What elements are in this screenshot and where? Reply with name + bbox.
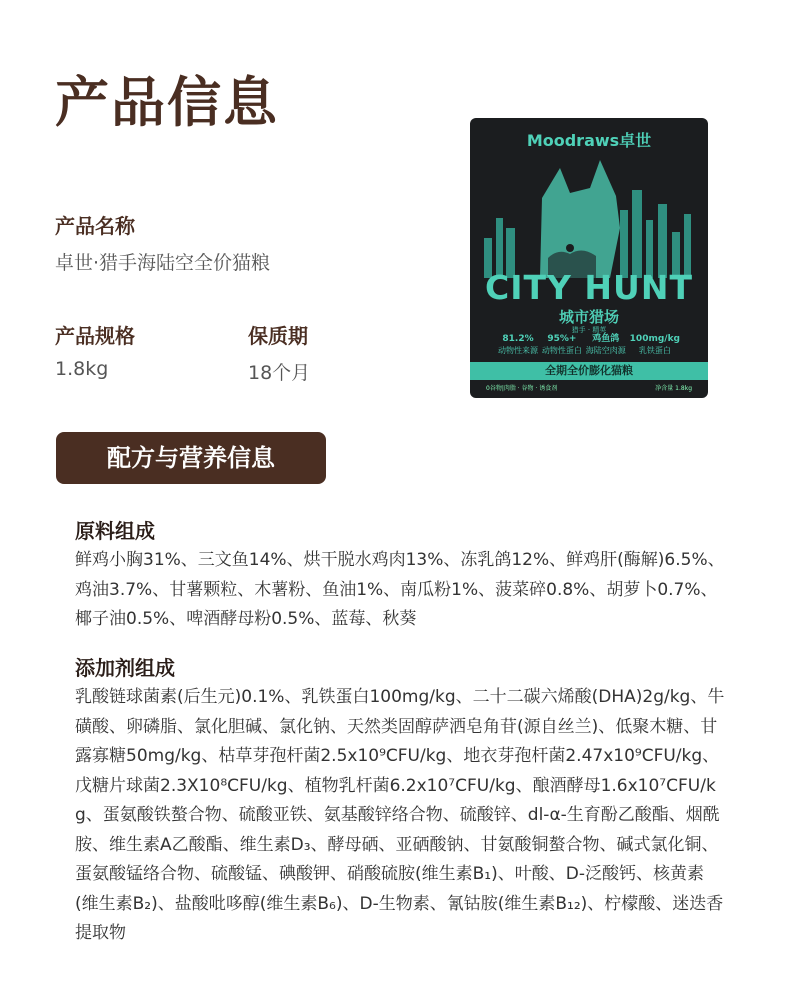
product-footer: 0谷物|肉脂 · 谷物 · 诱食剂 净含量 1.8kg xyxy=(486,385,692,392)
stat-meat-source: 鸡鱼鸽 海陆空肉源 xyxy=(585,334,626,355)
additives-heading: 添加剂组成 xyxy=(75,656,175,680)
product-name-value: 卓世·猎手海陆空全价猫粮 xyxy=(55,252,271,274)
page-title: 产品信息 xyxy=(55,71,279,134)
stat-animal-protein: 95%+ 动物性蛋白 xyxy=(541,334,582,355)
shelf-life-value: 18个月 xyxy=(248,362,311,384)
product-tagline: 猎手 · 精英 xyxy=(571,326,607,334)
stat-animal-source: 81.2% 动物性来源 xyxy=(498,334,538,355)
section-title: 配方与营养信息 xyxy=(56,432,326,484)
product-type-band: 全期全价膨化猫粮 xyxy=(470,362,708,380)
additives-text: 乳酸链球菌素(后生元)0.1%、乳铁蛋白100mg/kg、二十二碳六烯酸(DHA)2g/kg、牛磺酸、卵磷脂、氯化胆碱、氯化钠、天然类固醇萨洒皂角苷(源自丝兰)、低聚木糖、甘露寡糖50mg/kg、枯草芽孢杆菌2.5x10⁹CFU/kg、地衣芽孢杆菌2.47x10⁹CFU/kg、戊糖片球菌2.3X10⁸CFU/kg、植物乳杆菌6.2x10⁷CFU/kg、酿酒酵母1.6x10⁷CFU/kg、蛋氨酸铁螯合物、硫酸亚铁、氨基酸锌络合物、硫酸锌、dl-α-生育酚乙酸酯、烟酰胺、维生素A乙酸酯、维生素D₃、酵母硒、亚硒酸钠、甘氨酸铜螯合物、碱式氯化铜、蛋氨酸锰络合物、硫酸锰、碘酸钾、硝酸硫胺(维生素B₁)、叶酸、D-泛酸钙、核黄素(维生素B₂)、盐酸吡哆醇(维生素B₆)、D-生物素、氰钴胺(维生素B₁₂)、柠檬酸、迷迭香提取物 xyxy=(75,687,725,943)
shelf-life-label: 保质期 xyxy=(248,324,308,348)
ingredients-text: 鲜鸡小胸31%、三文鱼14%、烘干脱水鸡肉13%、冻乳鸽12%、鲜鸡肝(酶解)6.5%、鸡油3.7%、甘薯颗粒、木薯粉、鱼油1%、南瓜粉1%、菠菜碎0.8%、胡萝卜0.7%、椰子油0.5%、啤酒酵母粉0.5%、蓝莓、秋葵 xyxy=(75,550,725,629)
spec-value: 1.8kg xyxy=(55,358,109,380)
spec-label: 产品规格 xyxy=(55,324,135,348)
product-brand-subtitle: 城市猎场 xyxy=(558,308,619,326)
product-brand-title: CITY HUNT xyxy=(485,268,693,307)
stat-lactoferrin: 100mg/kg 乳铁蛋白 xyxy=(629,334,680,355)
product-name-label: 产品名称 xyxy=(55,214,135,238)
city-cat-illustration xyxy=(470,148,708,278)
brand-logo: Moodraws卓世 xyxy=(526,131,652,150)
ingredients-heading: 原料组成 xyxy=(75,519,155,543)
product-stats xyxy=(498,334,680,362)
product-image xyxy=(470,118,708,398)
